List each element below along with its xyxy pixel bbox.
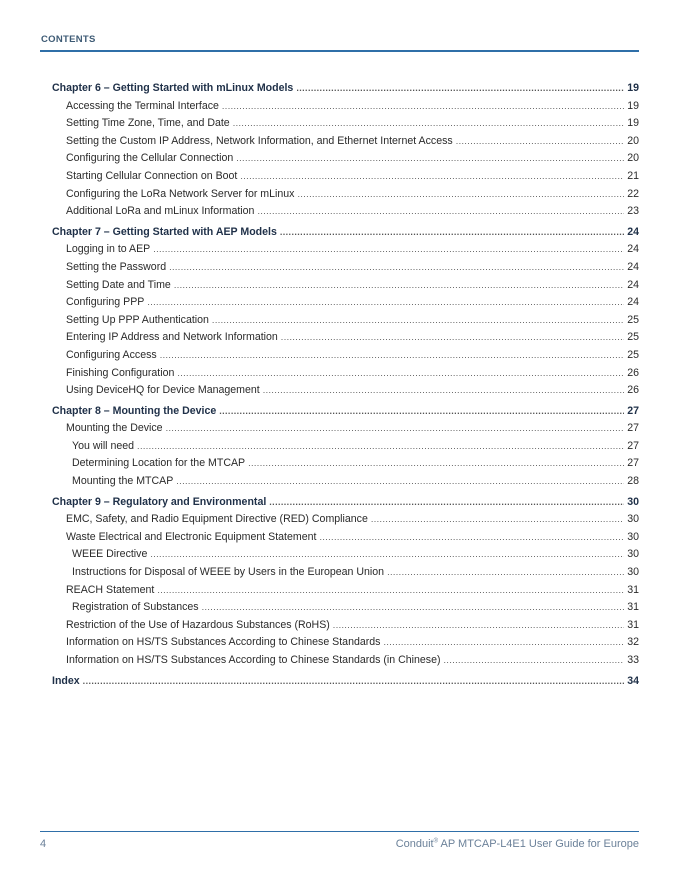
toc-entry-title: Accessing the Terminal Interface — [66, 99, 219, 112]
toc-page-number: 19 — [627, 82, 639, 94]
toc-dot-leader — [236, 150, 624, 168]
toc-entry[interactable] — [52, 420, 639, 438]
toc-entry[interactable] — [52, 115, 639, 133]
toc-dot-leader — [150, 546, 624, 564]
toc-page-number: 30 — [627, 566, 639, 579]
toc-dot-leader — [212, 312, 624, 330]
toc-entry[interactable] — [52, 382, 639, 400]
toc-entry[interactable] — [52, 455, 639, 473]
toc-entry-title: Setting Date and Time — [66, 278, 171, 291]
toc-entry[interactable] — [52, 186, 639, 204]
toc-entry-title: Configuring the Cellular Connection — [66, 152, 234, 165]
toc-entry-title: Setting Up PPP Authentication — [66, 313, 209, 326]
toc-entry-title: Configuring Access — [66, 348, 157, 361]
toc-page-number: 24 — [627, 296, 639, 309]
toc-dot-leader — [319, 529, 624, 547]
toc-entry[interactable] — [52, 634, 639, 652]
toc-entry-title: Entering IP Address and Network Information — [66, 331, 278, 344]
toc-entry-title: Information on HS/TS Substances According to Chinese Standards (in Chinese) — [66, 654, 441, 666]
toc-entry[interactable] — [52, 277, 639, 295]
toc-dot-leader — [387, 564, 624, 582]
toc-chapter-entry[interactable] — [52, 80, 639, 98]
toc-entry[interactable] — [52, 133, 639, 151]
toc-entry[interactable] — [52, 599, 639, 617]
toc-entry[interactable] — [52, 546, 639, 564]
toc-dot-leader — [297, 186, 624, 204]
toc-entry[interactable] — [52, 168, 639, 186]
toc-page-number: 31 — [627, 618, 639, 631]
toc-page-number: 19 — [627, 99, 639, 112]
toc-page-number: 22 — [627, 187, 639, 200]
toc-entry-title: Determining Location for the MTCAP — [72, 457, 246, 470]
toc-dot-leader — [160, 347, 625, 365]
toc-page-number: 24 — [627, 260, 639, 273]
table-of-contents — [52, 80, 639, 690]
toc-dot-leader — [240, 168, 624, 186]
toc-entry-title: You will need — [72, 439, 135, 452]
toc-dot-leader — [176, 473, 624, 491]
footer-divider — [40, 831, 639, 832]
toc-dot-leader — [280, 224, 624, 242]
toc-page-number: 19 — [627, 117, 639, 130]
toc-entry[interactable] — [52, 473, 639, 491]
toc-page-number: 20 — [627, 134, 639, 147]
toc-entry-title: Waste Electrical and Electronic Equipment Statement — [66, 530, 317, 543]
toc-entry[interactable] — [52, 150, 639, 168]
toc-entry-title: Registration of Substances — [72, 601, 199, 614]
toc-dot-leader — [383, 634, 624, 652]
toc-page-number: 25 — [627, 348, 639, 361]
toc-entry[interactable] — [52, 203, 639, 221]
toc-dot-leader — [263, 382, 624, 400]
toc-dot-leader — [281, 329, 624, 347]
toc-entry-title: Using DeviceHQ for Device Management — [66, 384, 260, 397]
toc-page-number: 27 — [627, 457, 639, 470]
toc-dot-leader — [157, 582, 624, 600]
toc-dot-leader — [169, 259, 624, 277]
toc-entry-title: Configuring PPP — [66, 296, 145, 309]
toc-entry-title: Starting Cellular Connection on Boot — [66, 169, 238, 182]
toc-entry[interactable] — [52, 98, 639, 116]
footer-doc-title: AP MTCAP-L4E1 User Guide for Europe — [438, 838, 639, 850]
toc-dot-leader — [269, 494, 624, 512]
toc-page-number: 25 — [627, 313, 639, 326]
toc-dot-leader — [333, 617, 624, 635]
toc-entry[interactable] — [52, 329, 639, 347]
toc-page-number: 32 — [627, 636, 639, 649]
toc-entry-title: Setting the Password — [66, 260, 167, 273]
toc-chapter-entry[interactable] — [52, 403, 639, 421]
toc-entry[interactable] — [52, 438, 639, 456]
toc-entry[interactable] — [52, 312, 639, 330]
toc-entry-title: Chapter 6 – Getting Started with mLinux Models — [52, 82, 294, 94]
toc-entry[interactable] — [52, 652, 639, 670]
toc-entry[interactable] — [52, 529, 639, 547]
toc-page-number: 27 — [627, 439, 639, 452]
toc-page-number: 34 — [627, 674, 639, 687]
toc-entry[interactable] — [52, 347, 639, 365]
toc-page-number: 30 — [627, 495, 639, 508]
toc-entry-title: Mounting the MTCAP — [72, 475, 174, 488]
toc-entry[interactable] — [52, 241, 639, 259]
toc-page-number: 30 — [627, 530, 639, 543]
toc-page-number: 26 — [627, 366, 639, 379]
toc-entry-title: Setting Time Zone, Time, and Date — [66, 117, 230, 130]
toc-page-number: 21 — [627, 169, 639, 182]
toc-dot-leader — [83, 673, 625, 691]
toc-page-number: 28 — [627, 475, 639, 488]
toc-dot-leader — [296, 80, 624, 98]
header-divider — [40, 50, 639, 52]
toc-entry[interactable] — [52, 365, 639, 383]
toc-entry[interactable] — [52, 511, 639, 529]
toc-dot-leader — [456, 133, 625, 151]
toc-entry[interactable] — [52, 259, 639, 277]
toc-dot-leader — [257, 203, 624, 221]
toc-page-number: 24 — [627, 278, 639, 291]
toc-dot-leader — [137, 438, 624, 456]
toc-entry[interactable] — [52, 294, 639, 312]
toc-page-number: 33 — [627, 654, 639, 666]
toc-page-number: 23 — [627, 205, 639, 218]
toc-page-number: 30 — [627, 513, 639, 526]
toc-dot-leader — [233, 115, 625, 133]
toc-entry-title: Restriction of the Use of Hazardous Substances (RoHS) — [66, 618, 330, 631]
toc-dot-leader — [219, 403, 624, 421]
toc-page-number: 27 — [627, 404, 639, 417]
toc-chapter-entry[interactable] — [52, 494, 639, 512]
registered-mark: ® — [433, 838, 439, 845]
footer-page-number: 4 — [40, 838, 47, 850]
toc-dot-leader — [177, 365, 624, 383]
toc-page-number: 31 — [627, 583, 639, 596]
toc-entry-title: Instructions for Disposal of WEEE by Users in the European Union — [72, 566, 385, 579]
toc-page-number: 31 — [627, 601, 639, 614]
toc-page-number: 26 — [627, 384, 639, 397]
toc-dot-leader — [147, 294, 624, 312]
toc-dot-leader — [202, 599, 625, 617]
toc-entry-title: Mounting the Device — [66, 422, 163, 435]
toc-entry-title: WEEE Directive — [72, 548, 148, 561]
toc-dot-leader — [248, 455, 624, 473]
footer-brand: Conduit — [395, 838, 434, 850]
footer-document-title — [396, 838, 639, 850]
toc-entry[interactable] — [52, 617, 639, 635]
toc-entry-title: Chapter 7 – Getting Started with AEP Models — [52, 225, 277, 238]
toc-entry-title: Chapter 9 – Regulatory and Environmental — [52, 495, 267, 508]
toc-dot-leader — [166, 420, 625, 438]
toc-entry-title: Index — [52, 674, 80, 687]
toc-page-number: 24 — [627, 243, 639, 256]
toc-entry-title: REACH Statement — [66, 583, 155, 596]
toc-dot-leader — [371, 511, 624, 529]
toc-entry-title: Configuring the LoRa Network Server for mLinux — [66, 187, 295, 200]
toc-entry-title: Finishing Configuration — [66, 366, 175, 379]
toc-entry-title: Logging in to AEP — [66, 243, 151, 256]
toc-page-number: 20 — [627, 152, 639, 165]
toc-chapter-entry[interactable] — [52, 224, 639, 242]
toc-dot-leader — [222, 98, 624, 116]
toc-entry-title: Chapter 8 – Mounting the Device — [52, 404, 217, 417]
toc-entry[interactable] — [52, 564, 639, 582]
toc-chapter-entry[interactable] — [52, 673, 639, 691]
toc-entry-title: Setting the Custom IP Address, Network Information, and Ethernet Internet Access — [66, 134, 453, 147]
toc-entry-title: EMC, Safety, and Radio Equipment Directive (RED) Compliance — [66, 513, 368, 526]
toc-entry-title: Additional LoRa and mLinux Information — [66, 205, 255, 218]
toc-entry-title: Information on HS/TS Substances According to Chinese Standards — [66, 636, 381, 649]
toc-dot-leader — [174, 277, 624, 295]
toc-page-number: 27 — [627, 422, 639, 435]
toc-page-number: 30 — [627, 548, 639, 561]
toc-dot-leader — [444, 652, 625, 670]
toc-page-number: 25 — [627, 331, 639, 344]
toc-entry[interactable] — [52, 582, 639, 600]
toc-page-number: 24 — [627, 225, 639, 238]
section-header: CONTENTS — [41, 34, 96, 45]
toc-dot-leader — [153, 241, 624, 259]
